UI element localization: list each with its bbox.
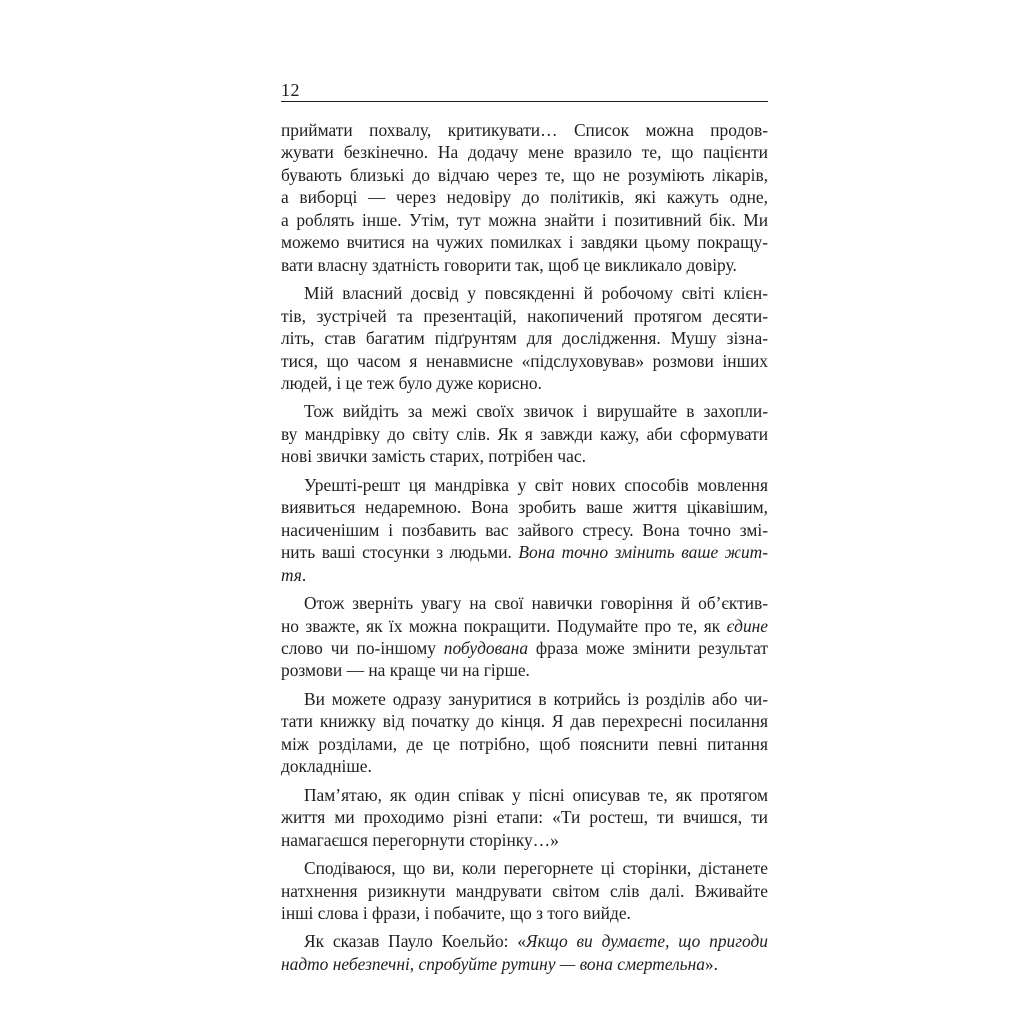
text-line: людей, і це теж було дуже корисно. bbox=[281, 372, 542, 393]
italic-word: побудована bbox=[443, 637, 529, 658]
text-line: тися, що часом я ненавмисне «підслуховував» розмови інших bbox=[281, 350, 768, 371]
text-line: а виборці — через недовіру до політиків, які кажуть одне, bbox=[281, 187, 768, 208]
text-line: життя ми проходимо різні етапи: «Ти ростеш, ти вчишся, ти bbox=[281, 807, 768, 828]
text-line: Урешті-решт ця мандрівка у світ нових способів мовлення bbox=[304, 474, 768, 495]
italic-quote: Якщо ви думаєте, що пригоди bbox=[526, 931, 768, 952]
italic-phrase: тя bbox=[281, 564, 302, 585]
text-line bbox=[281, 930, 768, 952]
text-line: жувати безкінечно. На додачу мене вразило те, що пацієнти bbox=[281, 142, 768, 163]
text-line: намагаєшся перегорнути сторінку…» bbox=[281, 829, 559, 850]
text-line bbox=[281, 564, 768, 586]
text-line: можемо вчитися на чужих помилках і завдяки цьому покращу- bbox=[281, 232, 768, 253]
text-line: літь, став багатим підґрунтям для дослідження. Мушу зізна- bbox=[281, 328, 768, 349]
text-line bbox=[281, 615, 768, 637]
text-line bbox=[281, 953, 768, 975]
text-line: Тож вийдіть за межі своїх звичок і вирушайте в захопли- bbox=[304, 401, 768, 422]
text-line: Ви можете одразу зануритися в котрийсь із розділів або чи- bbox=[304, 688, 768, 709]
text-line: приймати похвалу, критикувати… Список можна продов- bbox=[281, 120, 768, 140]
text-fragment: нить ваші стосунки з людьми. bbox=[281, 542, 519, 563]
text-line: натхнення ризикнути мандрувати світом слів далі. Вживайте bbox=[281, 880, 768, 901]
text-line: нові звички замість старих, потрібен час. bbox=[281, 446, 586, 467]
text-fragment: Як сказав Пауло Коельйо: « bbox=[304, 931, 527, 952]
text-line: Отож зверніть увагу на свої навички говоріння й об’єктив- bbox=[304, 593, 768, 614]
text-line: насиченішим і позбавить вас зайвого стресу. Вона точно змі- bbox=[281, 519, 768, 540]
text-fragment: фраза може змінити результат bbox=[528, 637, 768, 658]
text-line: Пам’ятаю, як один співак у пісні описував те, як протягом bbox=[304, 784, 768, 805]
text-line: між розділами, де це потрібно, щоб пояснити певні питання bbox=[281, 733, 768, 754]
text-line: виявиться недаремною. Вона зробить ваше життя цікавішим, bbox=[281, 497, 768, 518]
text-line: розмови — на краще чи на гірше. bbox=[281, 660, 530, 681]
italic-quote: надто небезпечні, спробуйте рутину — вона смертельна bbox=[281, 953, 705, 974]
text-line: а роблять інше. Утім, тут можна знайти і позитивний бік. Ми bbox=[281, 209, 768, 230]
text-fragment: но зважте, як їх можна покращити. Подумайте про те, як bbox=[281, 615, 727, 636]
text-line: Мій власний досвід у повсякденні й робочому світі клієн- bbox=[304, 283, 768, 304]
text-line: тати книжку від початку до кінця. Я дав перехресні посилання bbox=[281, 711, 768, 732]
text-line: інші слова і фрази, і побачите, що з того вийде. bbox=[281, 902, 631, 923]
italic-word: єдине bbox=[726, 615, 768, 636]
text-fragment: . bbox=[301, 564, 307, 585]
text-line: докладніше. bbox=[281, 756, 372, 777]
header-rule bbox=[281, 101, 768, 102]
text-line: бувають близькі до відчаю через те, що не розуміють лікарів, bbox=[281, 164, 768, 185]
text-line bbox=[281, 637, 768, 659]
text-line: Сподіваюся, що ви, коли перегорнете ці сторінки, дістанете bbox=[304, 858, 768, 879]
text-fragment: ». bbox=[704, 953, 718, 974]
italic-phrase: Вона точно змінить ваше жит- bbox=[518, 542, 768, 563]
text-fragment: слово чи по-іншому bbox=[281, 637, 444, 658]
text-line: тів, зустрічей та презентацій, накопичений протягом десяти- bbox=[281, 305, 768, 326]
text-line bbox=[281, 541, 768, 563]
text-line: вати власну здатність говорити так, щоб це викликало довіру. bbox=[281, 254, 737, 275]
body-text bbox=[281, 119, 768, 975]
text-line: ву мандрівку до світу слів. Як я завжди кажу, аби сформувати bbox=[281, 423, 768, 444]
page-number: 12 bbox=[281, 80, 300, 100]
